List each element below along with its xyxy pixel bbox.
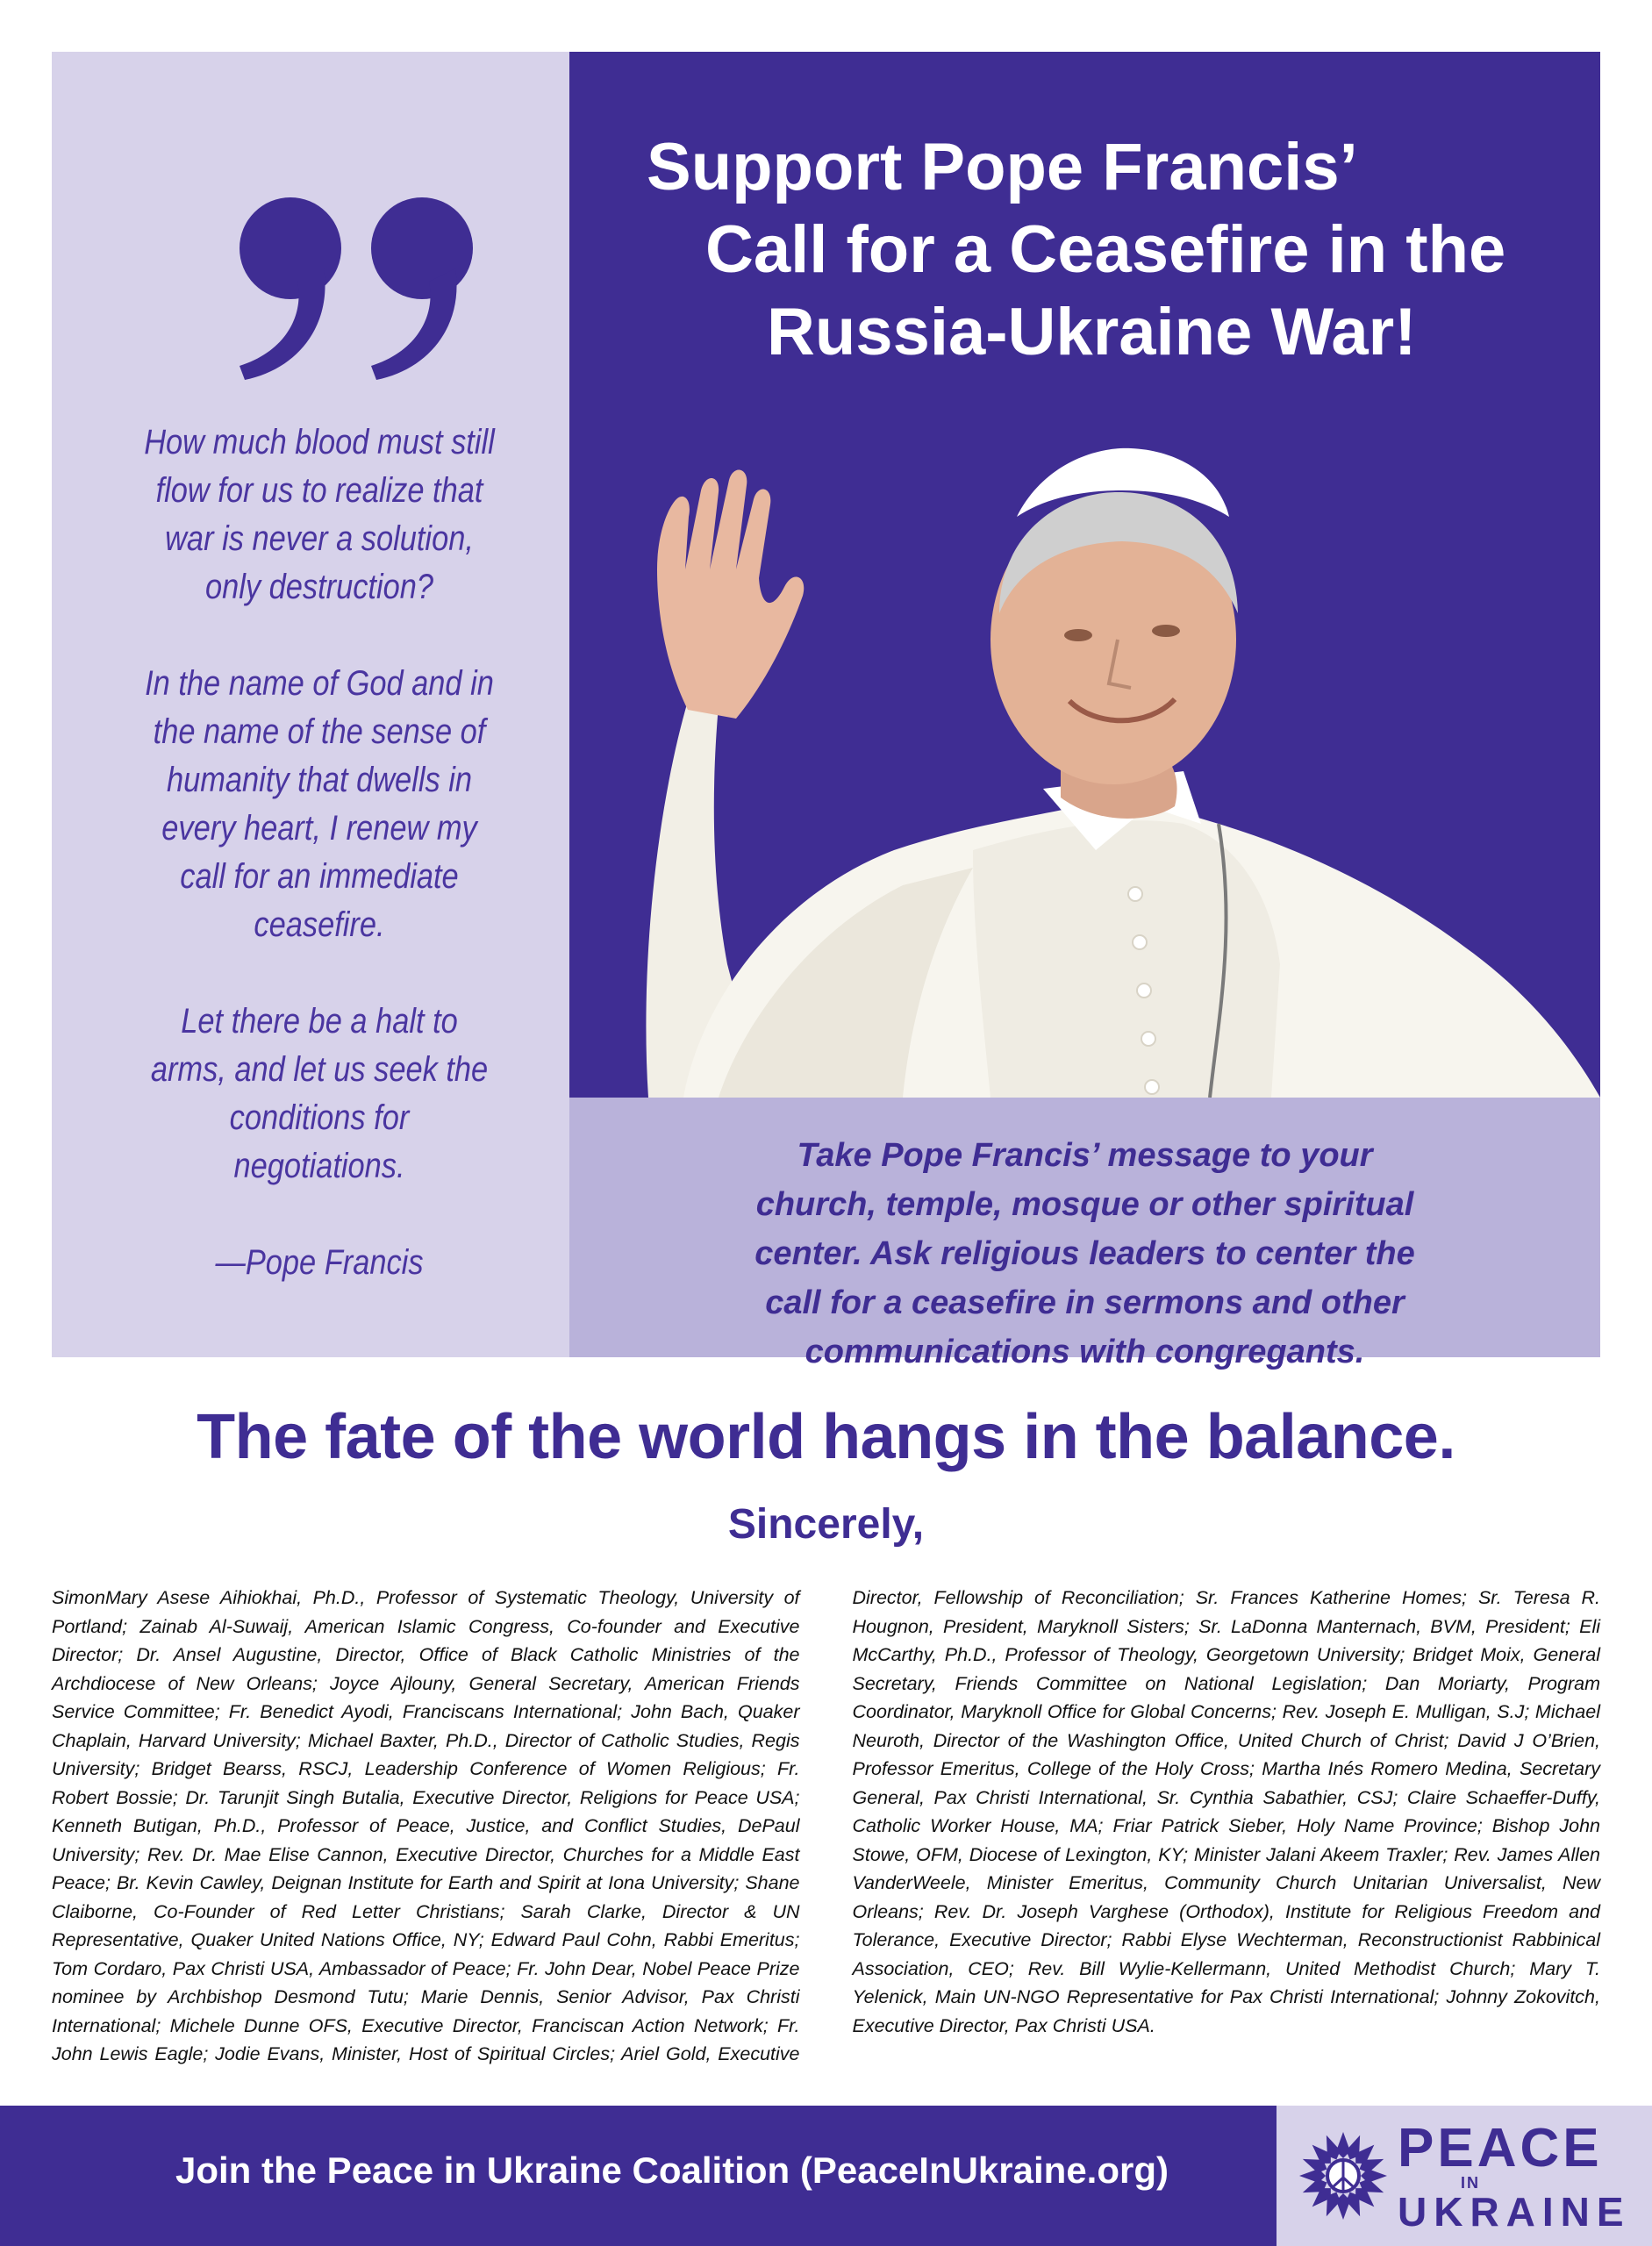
quote-attribution: —Pope Francis: [215, 1243, 424, 1282]
quote-paragraph-2: In the name of God and in the name of the sense of humanity that dwells in every heart, I renew my call for an immediate ceasefire.: [145, 664, 494, 944]
call-to-action-panel: [569, 1098, 1600, 1370]
hero-title-line-3: Russia-Ukraine War!: [767, 295, 1417, 369]
tagline: The fate of the world hangs in the balance.: [197, 1402, 1455, 1472]
sincerely-heading: Sincerely,: [727, 1501, 925, 1548]
quote-paragraph-3: Let there be a halt to arms, and let us seek the conditions for negotiations.: [150, 1002, 489, 1185]
hero-title-line-2: Call for a Ceasefire in the: [705, 212, 1506, 287]
quotation-mark-icon: [236, 194, 486, 383]
footer-banner: [0, 2106, 1652, 2246]
quote-paragraph-1: How much blood must still flow for us to realize that war is never a solution, only destruction?: [144, 423, 495, 606]
logo-word-peace: PEACE: [1398, 2118, 1603, 2178]
signers-list: SimonMary Asese Aihiokhai, Ph.D., Professor of Systematic Theology, University of Portland; Zainab Al-Suwaij, American Islamic Congress, Co-founder and Executive Director; Dr. Ansel Augustine, Director, Office of Black Catholic Ministries of the Archdiocese of New Orleans; Joyce Ajlouny, General Secretary, American Friends Service Committee; Fr. Benedict Ayodi, Franciscans International; John Bach, Quaker Chaplain, Harvard University; Michael Baxter, Ph.D., Director of Catholic Studies, Regis University; Bridget Bearss, RSCJ, Leadership Conference of Women Religious; Fr. Robert Bossie; Dr. Tarunjit Singh Butalia, Executive Director, Religions for Peace USA; Kenneth Butigan, Ph.D., Professor of Peace, Justice, and Conflict Studies, DePaul University; Rev. Dr. Mae Elise Cannon, Executive Director, Churches for a Middle East Peace; Br. Kevin Cawley, Deignan Institute for Earth and Spirit at Iona University; Shane Claiborne, Co-Founder of Red Letter Christians; Sarah Clarke, Director & UN Representative, Quaker United Nations Office, NY; Edward Paul Cohn, Rabbi Emeritus; Tom Cordaro, Pax Christi USA, Ambassador of Peace; Fr. John Dear, Nobel Peace Prize nominee by Archbishop Desmond Tutu; Marie Dennis, Senior Advisor, Pax Christi International; Michele Dunne OFS, Executive Director, Franciscan Action Network; Fr. John Lewis Eagle; Jodie Evans, Minister, Host of Spiritual Circles; Ariel Gold, Executive Director, Fellowship of Reconciliation; Sr. Frances Katherine Homes; Sr. Teresa R. Hougnon, President, Maryknoll Sisters; Sr. LaDonna Manternach, BVM, President; Eli McCarthy, Ph.D., Professor of Theology, Georgetown University; Bridget Moix, General Secretary, Friends Committee on National Legislation; Dan Moriarty, Program Coordinator, Maryknoll Office for Global Concerns; Rev. Joseph E. Mulligan, S.J; Michael Neuroth, Director of the Washington Office, United Church of Christ; David J O’Brien, Professor Emeritus, College of the Holy Cross; Martha Inés Romero Medina, Secretary General, Pax Christi International, Sr. Cynthia Sabathier, CSJ; Claire Schaeffer-Duffy, Catholic Worker House, MA; Friar Patrick Sieber, Holy Name Province; Bishop John Stowe, OFM, Diocese of Lexington, KY; Minister Jalani Akeem Traxler; Rev. James Allen VanderWeele, Minister Emeritus, Community Church Unitarian Universalist, New Orleans; Rev. Dr. Joseph Varghese (Orthodox), Institute for Religious Freedom and Tolerance, Executive Director; Rabbi Elyse Wechterman, Reconstructionist Rabbinical Association, CEO; Rev. Bill Wylie-Kellermann, United Methodist Church; Mary T. Yelenick, Main UN-NGO Representative for Pax Christi International; Johnny Zokovitch, Executive Director, Pax Christi USA.: [52, 1587, 1600, 2064]
hero-panel: [569, 52, 1600, 1098]
logo-word-in: IN: [1461, 2174, 1480, 2192]
peace-in-ukraine-logo: [1277, 2106, 1652, 2246]
peace-flower-icon: [1298, 2130, 1389, 2221]
hero-title: [569, 126, 1600, 374]
logo-word-ukraine: UKRAINE: [1398, 2189, 1631, 2235]
hero-title-line-1: Support Pope Francis’: [647, 130, 1358, 204]
footer-coalition-link[interactable]: Join the Peace in Ukraine Coalition (PeaceInUkraine.org): [175, 2149, 1169, 2191]
pope-quote: [142, 418, 497, 1287]
quote-panel: [52, 52, 569, 1357]
call-to-action-text: Take Pope Francis’ message to your church, temple, mosque or other spiritual center. Ask religious leaders to center the call for a ceasefire in sermons and other communications with congregants.: [754, 1137, 1415, 1370]
pope-francis-photo: [604, 438, 1600, 1098]
